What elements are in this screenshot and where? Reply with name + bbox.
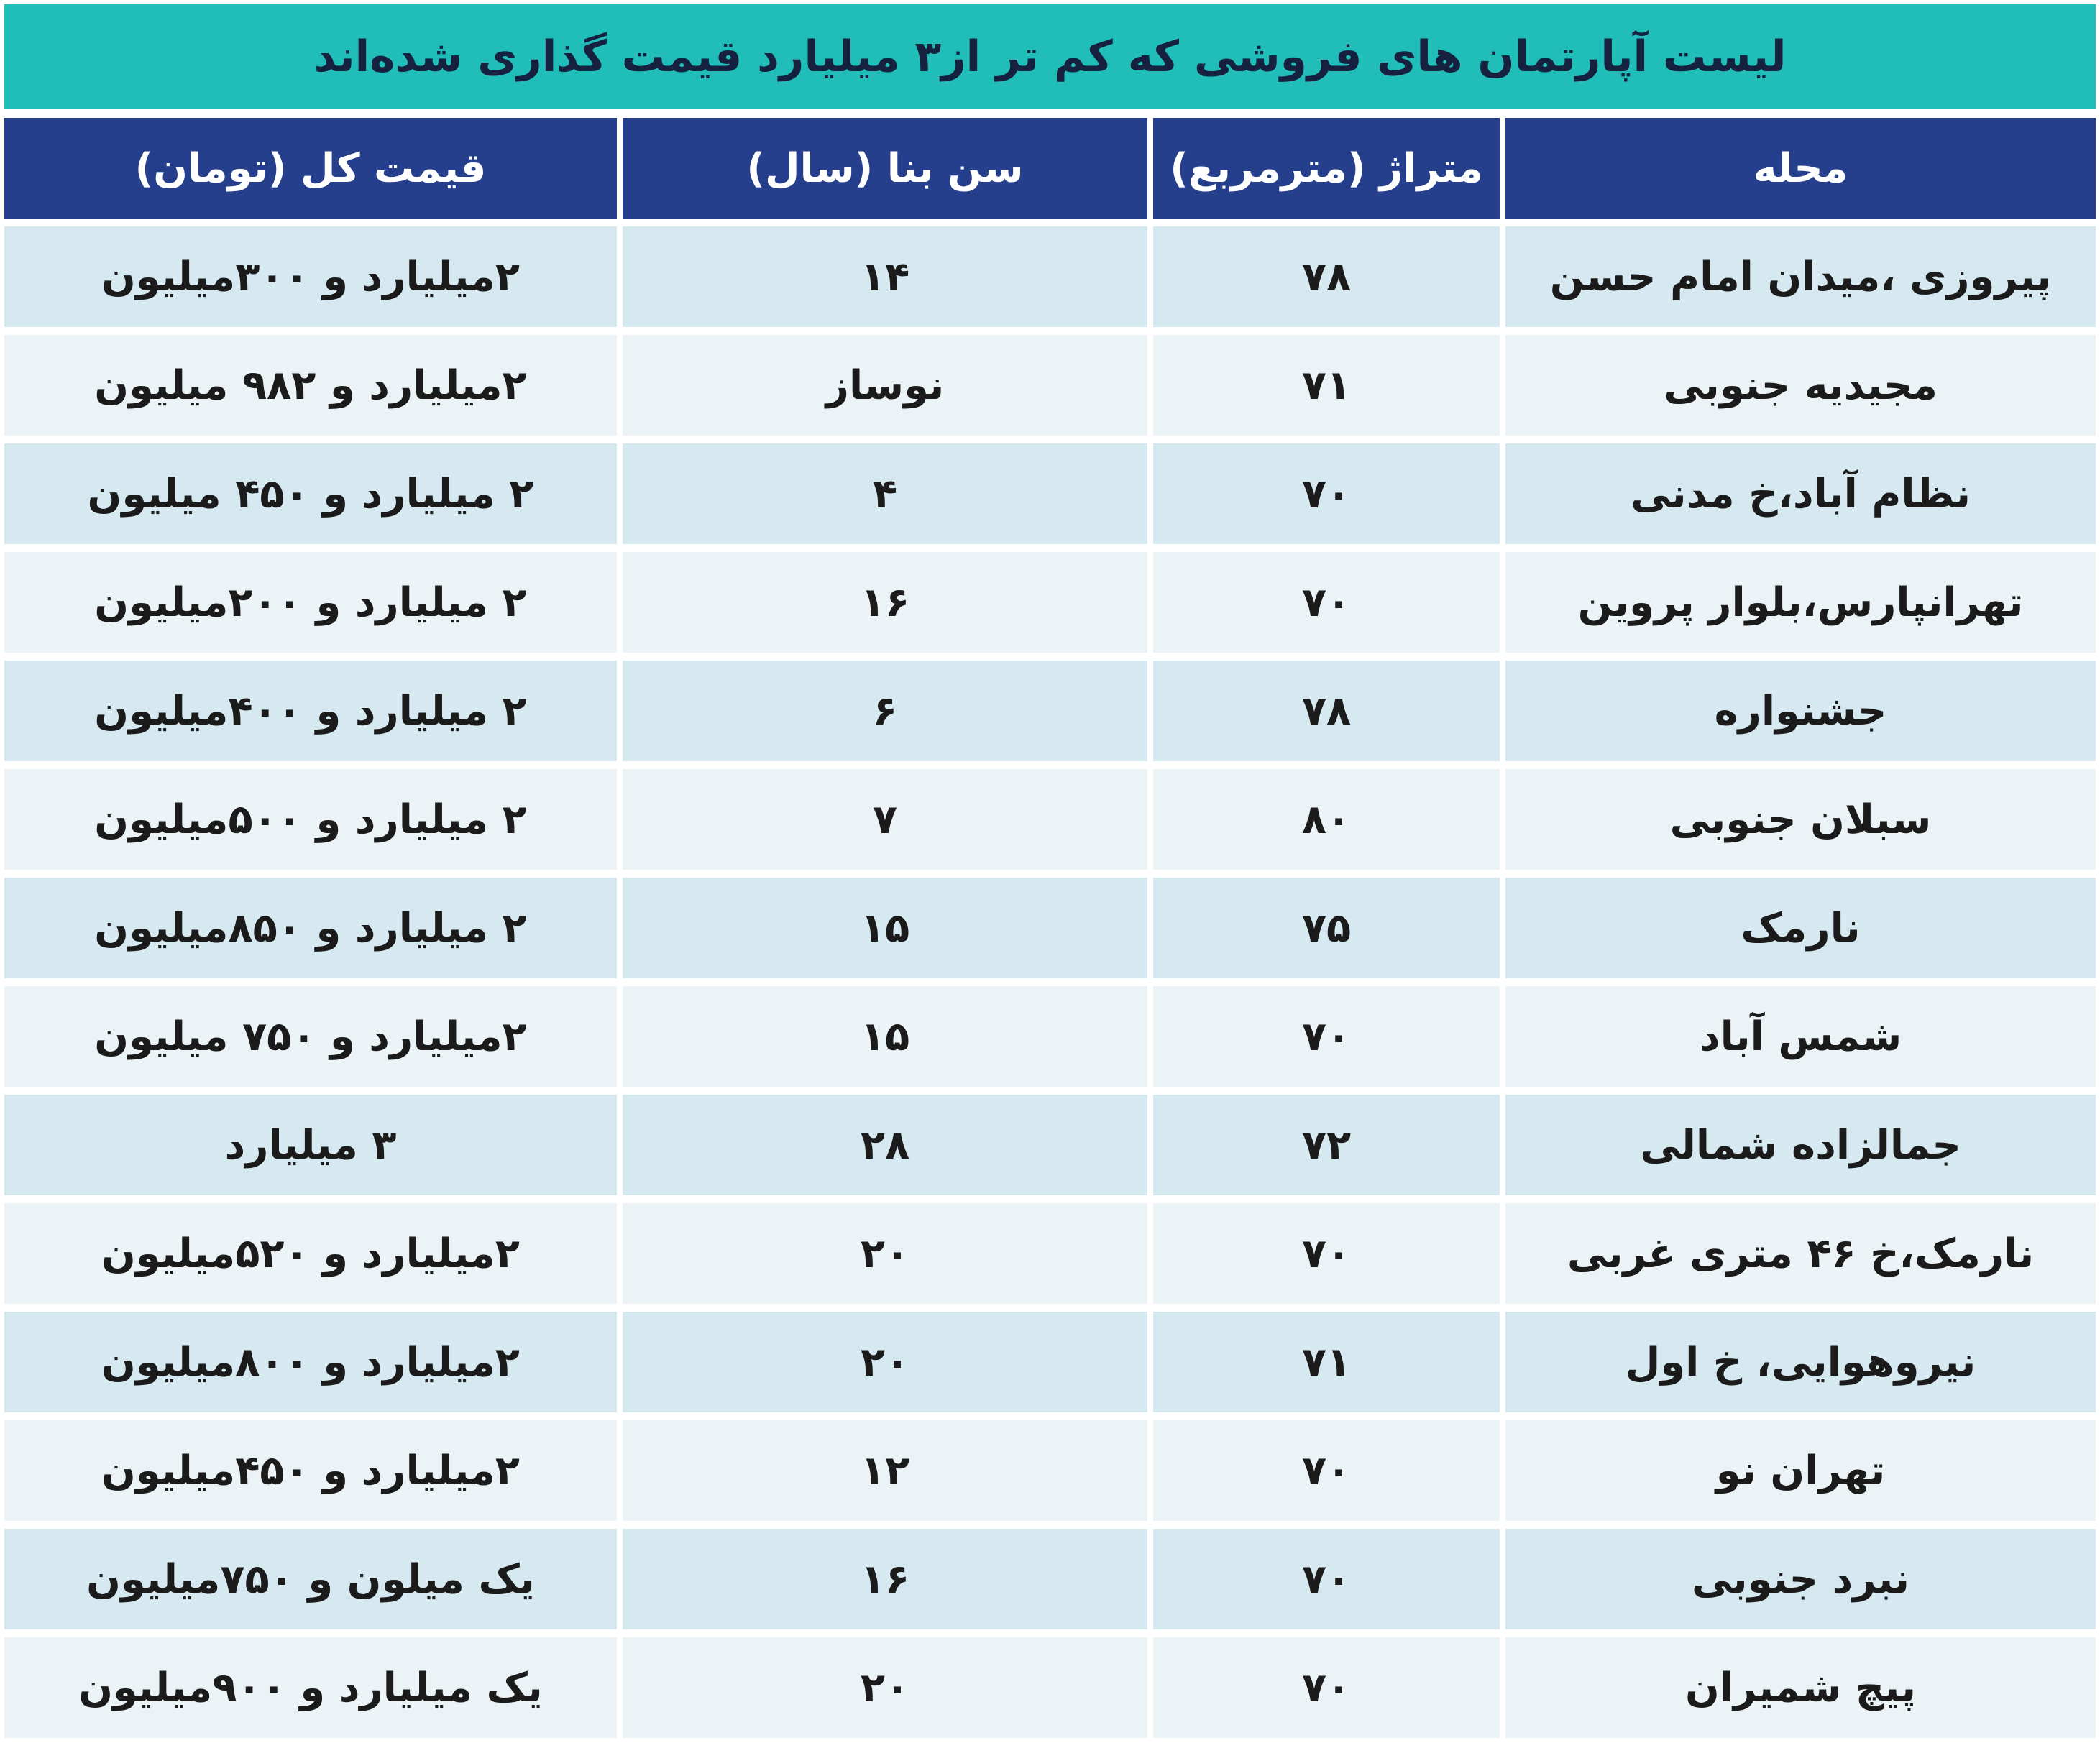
column-header-age: سن بنا (سال)	[623, 118, 1147, 219]
table-cell-neighborhood: سبلان جنوبی	[1505, 769, 2096, 870]
table-cell-area: ۷۰	[1153, 443, 1500, 544]
page-title: لیست آپارتمان های فروشی که کم تر از۳ میلیارد قیمت گذاری شده‌اند	[313, 32, 1787, 82]
table-cell-area: ۷۰	[1153, 552, 1500, 653]
table-cell-age: ۶	[623, 661, 1147, 761]
table-cell-area: ۷۲	[1153, 1095, 1500, 1195]
table-cell-age: ۲۰	[623, 1637, 1147, 1738]
table-cell-area: ۷۰	[1153, 1420, 1500, 1521]
table-cell-area: ۷۰	[1153, 1637, 1500, 1738]
table-cell-price: ۲ میلیارد و ۸۵۰میلیون	[4, 878, 617, 978]
table-cell-area: ۷۰	[1153, 1529, 1500, 1629]
table-cell-neighborhood: پیروزی ،میدان امام حسن	[1505, 226, 2096, 327]
table-cell-age: ۱۵	[623, 878, 1147, 978]
column-header-neighborhood: محله	[1505, 118, 2096, 219]
column-header-area: متراژ (مترمربع)	[1153, 118, 1500, 219]
table-cell-area: ۷۰	[1153, 986, 1500, 1087]
table-cell-age: ۲۸	[623, 1095, 1147, 1195]
table-cell-price: یک میلیارد و ۹۰۰میلیون	[4, 1637, 617, 1738]
column-header-price: قیمت کل (تومان)	[4, 118, 617, 219]
table-cell-price: ۳ میلیارد	[4, 1095, 617, 1195]
table-cell-age: ۱۵	[623, 986, 1147, 1087]
table-cell-neighborhood: نیروهوایی، خ اول	[1505, 1312, 2096, 1412]
table-grid	[4, 118, 2096, 1738]
table-cell-neighborhood: نظام آباد،خ مدنی	[1505, 443, 2096, 544]
table-cell-price: ۲ میلیارد و ۵۰۰میلیون	[4, 769, 617, 870]
table-cell-neighborhood: نبرد جنوبی	[1505, 1529, 2096, 1629]
table-cell-neighborhood: نارمک،خ ۴۶ متری غربی	[1505, 1203, 2096, 1304]
table-cell-area: ۷۱	[1153, 335, 1500, 436]
table-cell-age: ۴	[623, 443, 1147, 544]
table-cell-age: ۱۲	[623, 1420, 1147, 1521]
table-cell-area: ۸۰	[1153, 769, 1500, 870]
table-cell-neighborhood: نارمک	[1505, 878, 2096, 978]
apartment-listing-table	[4, 4, 2096, 1739]
table-cell-age: نوساز	[623, 335, 1147, 436]
table-cell-price: ۲میلیارد و ۵۲۰میلیون	[4, 1203, 617, 1304]
table-cell-price: ۲میلیارد و ۷۵۰ میلیون	[4, 986, 617, 1087]
table-cell-age: ۱۶	[623, 1529, 1147, 1629]
table-cell-neighborhood: تهران نو	[1505, 1420, 2096, 1521]
table-cell-price: ۲میلیارد و ۳۰۰میلیون	[4, 226, 617, 327]
table-cell-neighborhood: جشنواره	[1505, 661, 2096, 761]
table-cell-price: ۲ میلیارد و ۴۰۰میلیون	[4, 661, 617, 761]
title-bar	[4, 4, 2096, 109]
table-cell-neighborhood: تهرانپارس،بلوار پروین	[1505, 552, 2096, 653]
table-cell-age: ۱۴	[623, 226, 1147, 327]
table-cell-area: ۷۸	[1153, 226, 1500, 327]
table-cell-area: ۷۰	[1153, 1203, 1500, 1304]
table-cell-area: ۷۱	[1153, 1312, 1500, 1412]
table-cell-price: ۲ میلیارد و ۴۵۰ میلیون	[4, 443, 617, 544]
table-cell-price: یک میلون و ۷۵۰میلیون	[4, 1529, 617, 1629]
table-cell-neighborhood: پیچ شمیران	[1505, 1637, 2096, 1738]
table-cell-area: ۷۵	[1153, 878, 1500, 978]
table-cell-price: ۲میلیارد و ۹۸۲ میلیون	[4, 335, 617, 436]
table-cell-age: ۲۰	[623, 1312, 1147, 1412]
table-cell-price: ۲میلیارد و ۴۵۰میلیون	[4, 1420, 617, 1521]
table-cell-neighborhood: جمالزاده شمالی	[1505, 1095, 2096, 1195]
table-cell-price: ۲میلیارد و ۸۰۰میلیون	[4, 1312, 617, 1412]
table-cell-price: ۲ میلیارد و ۲۰۰میلیون	[4, 552, 617, 653]
table-cell-age: ۷	[623, 769, 1147, 870]
table-cell-age: ۱۶	[623, 552, 1147, 653]
table-cell-neighborhood: شمس آباد	[1505, 986, 2096, 1087]
table-cell-neighborhood: مجیدیه جنوبی	[1505, 335, 2096, 436]
table-cell-age: ۲۰	[623, 1203, 1147, 1304]
table-cell-area: ۷۸	[1153, 661, 1500, 761]
